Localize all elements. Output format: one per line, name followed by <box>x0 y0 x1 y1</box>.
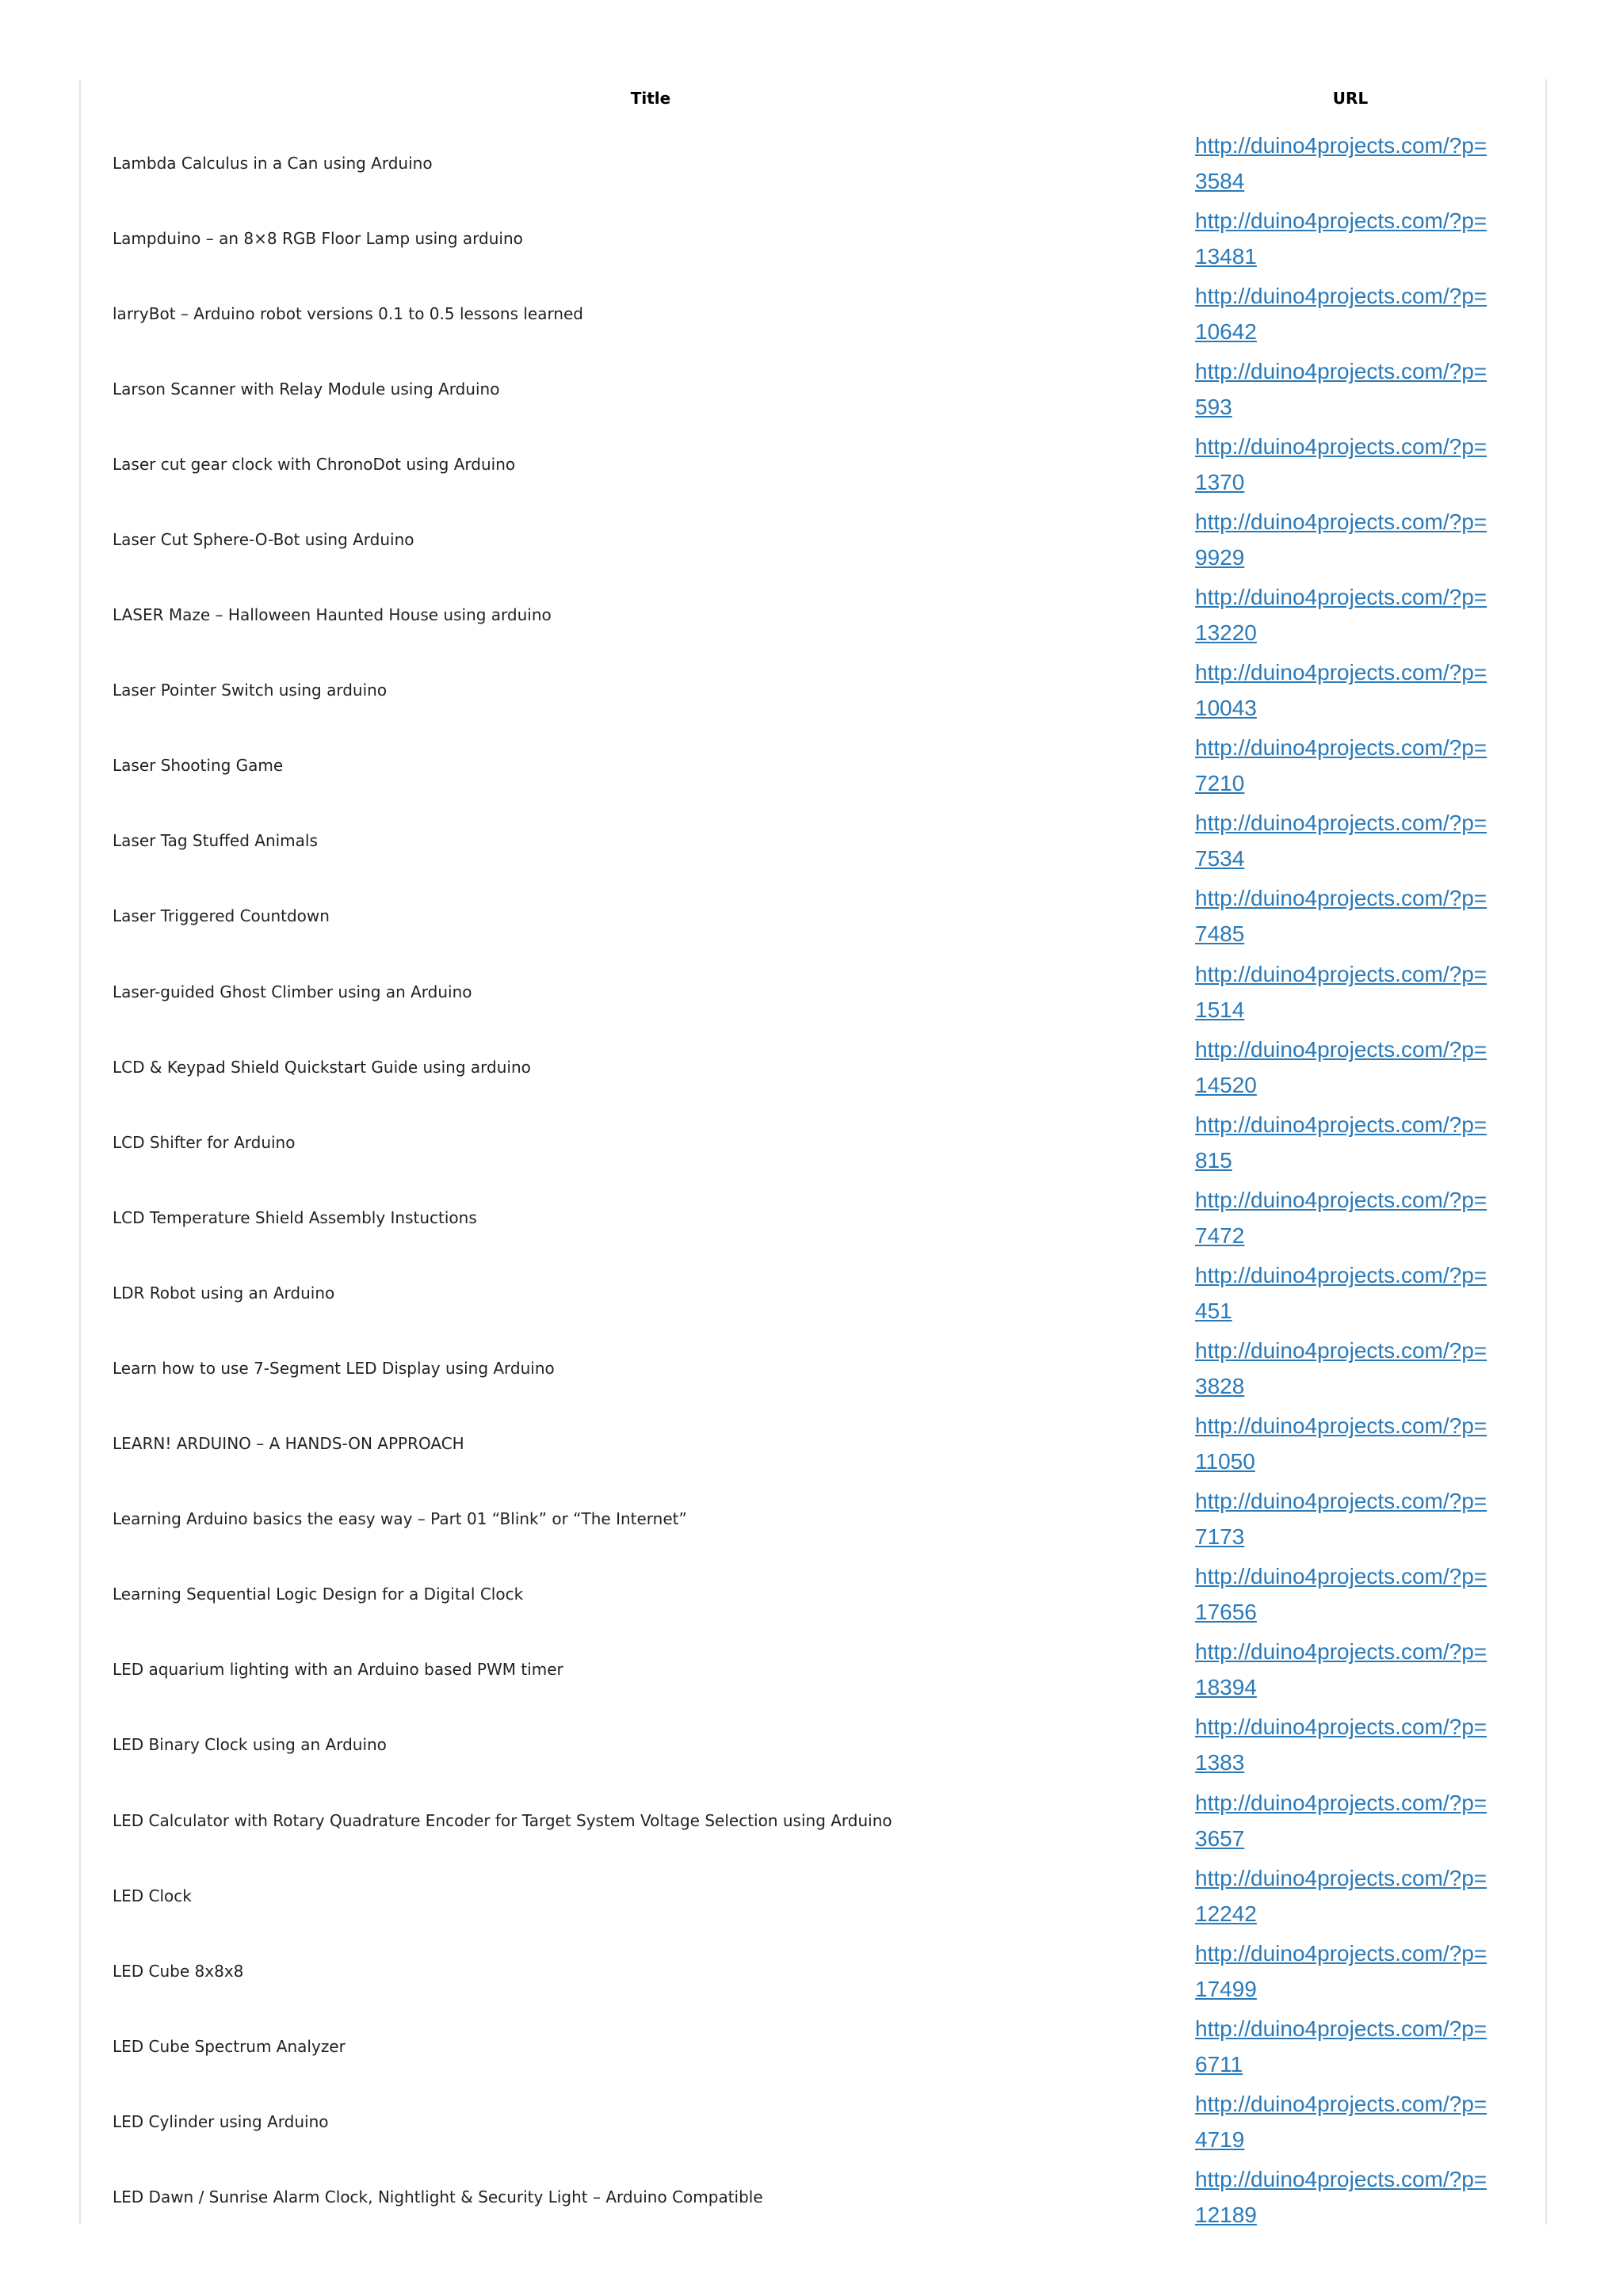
project-title: Lambda Calculus in a Can using Arduino <box>113 153 433 173</box>
url-cell <box>1195 1632 1512 1707</box>
table-row <box>81 2008 1545 2084</box>
project-link[interactable]: http://duino4projects.com/?p=3584 <box>1195 132 1487 193</box>
table-row <box>81 879 1545 954</box>
table-row <box>81 2084 1545 2159</box>
project-title: Laser-guided Ghost Climber using an Arduino <box>113 982 472 1001</box>
url-cell <box>1195 276 1512 351</box>
url-cell <box>1195 1406 1512 1482</box>
table-row <box>81 1858 1545 1933</box>
table-header <box>81 79 1545 125</box>
project-link[interactable]: http://duino4projects.com/?p=7173 <box>1195 1489 1487 1550</box>
table-row <box>81 728 1545 803</box>
table-row <box>81 125 1545 200</box>
project-title: Learning Sequential Logic Design for a Digital Clock <box>113 1585 524 1604</box>
table-row <box>81 1406 1545 1482</box>
url-cell <box>1195 125 1512 200</box>
table-row <box>81 1783 1545 1858</box>
url-cell <box>1195 1180 1512 1255</box>
project-link[interactable]: http://duino4projects.com/?p=11050 <box>1195 1413 1487 1474</box>
project-title: LCD Shifter for Arduino <box>113 1132 296 1152</box>
project-link[interactable]: http://duino4projects.com/?p=12242 <box>1195 1865 1487 1926</box>
table-row <box>81 1104 1545 1180</box>
title-column-header: Title <box>630 89 671 108</box>
project-title: LASER Maze – Halloween Haunted House using arduino <box>113 605 552 625</box>
project-link[interactable]: http://duino4projects.com/?p=13481 <box>1195 208 1487 269</box>
url-cell <box>1195 954 1512 1029</box>
project-link[interactable]: http://duino4projects.com/?p=3828 <box>1195 1338 1487 1398</box>
table-row <box>81 1255 1545 1330</box>
project-link[interactable]: http://duino4projects.com/?p=815 <box>1195 1112 1487 1173</box>
project-link[interactable]: http://duino4projects.com/?p=7210 <box>1195 735 1487 796</box>
url-cell <box>1195 200 1512 276</box>
projects-table <box>79 79 1547 2228</box>
project-link[interactable]: http://duino4projects.com/?p=6711 <box>1195 2016 1487 2077</box>
table-row <box>81 954 1545 1029</box>
project-title: LEARN! ARDUINO – A HANDS-ON APPROACH <box>113 1434 464 1454</box>
project-link[interactable]: http://duino4projects.com/?p=451 <box>1195 1262 1487 1323</box>
project-title: Laser Cut Sphere-O-Bot using Arduino <box>113 529 414 549</box>
project-title: LED Cube Spectrum Analyzer <box>113 2036 346 2056</box>
project-title: Laser Triggered Countdown <box>113 906 330 926</box>
project-link[interactable]: http://duino4projects.com/?p=7485 <box>1195 886 1487 947</box>
url-cell <box>1195 1933 1512 2008</box>
url-cell <box>1195 578 1512 653</box>
url-cell <box>1195 2008 1512 2084</box>
project-title: LED Cube 8x8x8 <box>113 1961 244 1981</box>
project-link[interactable]: http://duino4projects.com/?p=10043 <box>1195 660 1487 721</box>
url-cell <box>1195 1858 1512 1933</box>
table-row <box>81 426 1545 502</box>
project-title: LCD Temperature Shield Assembly Instuctions <box>113 1207 477 1227</box>
project-title: Laser Shooting Game <box>113 756 284 776</box>
project-title: Larson Scanner with Relay Module using Arduino <box>113 379 500 399</box>
table-row <box>81 1933 1545 2008</box>
url-cell <box>1195 2160 1512 2235</box>
project-link[interactable]: http://duino4projects.com/?p=593 <box>1195 358 1487 419</box>
project-link[interactable]: http://duino4projects.com/?p=7534 <box>1195 810 1487 871</box>
table-row <box>81 1331 1545 1406</box>
project-title: larryBot – Arduino robot versions 0.1 to 0.5 lessons learned <box>113 303 584 323</box>
table-row <box>81 1482 1545 1557</box>
project-link[interactable]: http://duino4projects.com/?p=12189 <box>1195 2167 1487 2228</box>
url-cell <box>1195 1557 1512 1632</box>
table-body <box>81 125 1545 2235</box>
table-row <box>81 200 1545 276</box>
project-link[interactable]: http://duino4projects.com/?p=17656 <box>1195 1564 1487 1625</box>
table-row <box>81 653 1545 728</box>
project-title: Laser cut gear clock with ChronoDot using Arduino <box>113 454 516 474</box>
url-cell <box>1195 728 1512 803</box>
url-cell <box>1195 502 1512 577</box>
table-row <box>81 1632 1545 1707</box>
url-cell <box>1195 1104 1512 1180</box>
project-title: LDR Robot using an Arduino <box>113 1283 335 1302</box>
url-cell <box>1195 879 1512 954</box>
url-cell <box>1195 653 1512 728</box>
project-title: Laser Tag Stuffed Animals <box>113 831 318 851</box>
table-row <box>81 276 1545 351</box>
project-link[interactable]: http://duino4projects.com/?p=4719 <box>1195 2091 1487 2152</box>
table-row <box>81 1707 1545 1783</box>
table-row <box>81 803 1545 879</box>
url-cell <box>1195 803 1512 879</box>
url-cell <box>1195 351 1512 426</box>
project-link[interactable]: http://duino4projects.com/?p=1383 <box>1195 1714 1487 1775</box>
project-title: LED Clock <box>113 1886 192 1905</box>
table-row <box>81 1557 1545 1632</box>
url-cell <box>1195 1331 1512 1406</box>
project-title: LED Cylinder using Arduino <box>113 2111 329 2131</box>
table-row <box>81 502 1545 577</box>
table-row <box>81 1029 1545 1104</box>
project-link[interactable]: http://duino4projects.com/?p=7472 <box>1195 1187 1487 1248</box>
url-column-header: URL <box>1332 89 1369 108</box>
url-cell <box>1195 2084 1512 2159</box>
project-link[interactable]: http://duino4projects.com/?p=10642 <box>1195 283 1487 344</box>
project-link[interactable]: http://duino4projects.com/?p=1514 <box>1195 961 1487 1022</box>
url-cell <box>1195 1482 1512 1557</box>
project-link[interactable]: http://duino4projects.com/?p=1370 <box>1195 433 1487 494</box>
project-title: Lampduino – an 8×8 RGB Floor Lamp using arduino <box>113 228 523 248</box>
project-link[interactable]: http://duino4projects.com/?p=3657 <box>1195 1790 1487 1851</box>
url-cell <box>1195 426 1512 502</box>
url-cell <box>1195 1029 1512 1104</box>
project-link[interactable]: http://duino4projects.com/?p=14520 <box>1195 1036 1487 1097</box>
url-cell <box>1195 1707 1512 1783</box>
project-title: LED Dawn / Sunrise Alarm Clock, Nightlight & Security Light – Arduino Compatible <box>113 2187 763 2207</box>
table-row <box>81 578 1545 653</box>
project-link[interactable]: http://duino4projects.com/?p=9929 <box>1195 509 1487 570</box>
project-title: Learn how to use 7-Segment LED Display using Arduino <box>113 1359 555 1378</box>
project-link[interactable]: http://duino4projects.com/?p=18394 <box>1195 1639 1487 1700</box>
url-cell <box>1195 1255 1512 1330</box>
project-link[interactable]: http://duino4projects.com/?p=13220 <box>1195 585 1487 646</box>
project-title: Laser Pointer Switch using arduino <box>113 681 388 700</box>
project-title: Learning Arduino basics the easy way – Part 01 “Blink” or “The Internet” <box>113 1509 687 1529</box>
table-row <box>81 351 1545 426</box>
project-title: LCD & Keypad Shield Quickstart Guide using arduino <box>113 1057 531 1077</box>
project-title: LED aquarium lighting with an Arduino based PWM timer <box>113 1660 563 1680</box>
table-row <box>81 1180 1545 1255</box>
project-title: LED Binary Clock using an Arduino <box>113 1735 387 1755</box>
url-cell <box>1195 1783 1512 1858</box>
project-title: LED Calculator with Rotary Quadrature Encoder for Target System Voltage Selection using Arduino <box>113 1810 892 1830</box>
project-link[interactable]: http://duino4projects.com/?p=17499 <box>1195 1940 1487 2001</box>
table-row <box>81 2160 1545 2235</box>
